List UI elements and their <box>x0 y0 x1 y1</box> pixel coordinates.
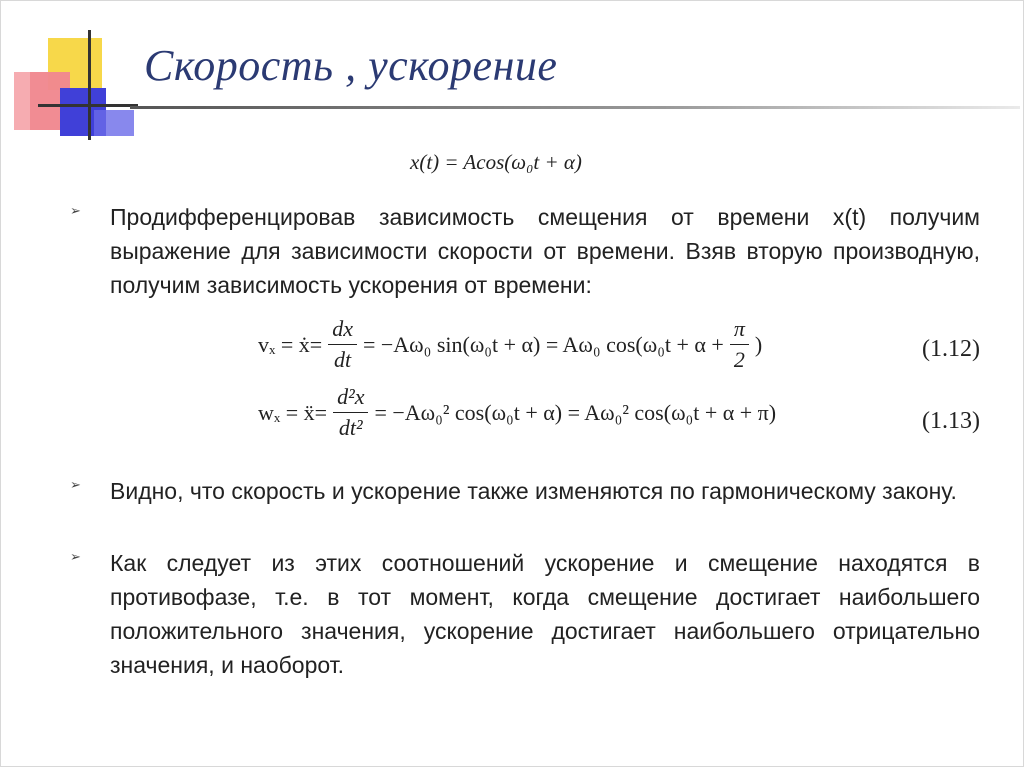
eq1-lhs: vₓ = ẋ= <box>258 331 323 357</box>
eq1-close: ) <box>754 331 763 357</box>
eq2-lhs: wₓ = ẍ= <box>258 399 328 425</box>
equation-1-13 <box>258 384 776 441</box>
top-formula: x(t) = Acos(ω₀t + α) <box>410 150 582 174</box>
eq1-pi-fraction <box>730 316 749 373</box>
eq2-fraction-num: d²x <box>333 384 368 413</box>
bullet-marker-icon: ➢ <box>70 550 81 565</box>
eq1-pi-den: 2 <box>733 347 745 372</box>
equation-number-1-13: (1.13) <box>922 408 980 434</box>
eq2-rhs: = −Aω₀² cos(ω₀t + α) = Aω₀² cos(ω₀t + α + π) <box>374 399 777 425</box>
equation-1-12 <box>258 316 762 373</box>
eq1-fraction <box>328 316 357 373</box>
equation-number-1-12: (1.12) <box>922 336 980 362</box>
eq1-fraction-den: dt <box>334 347 352 372</box>
eq1-pi-num: π <box>730 316 749 345</box>
eq1-fraction-num: dx <box>328 316 357 345</box>
bullet-text: Как следует из этих соотношений ускорение и смещение находятся в противофазе, т.е. в тот момент, когда смещение достигает наибольшего положительного значения, ускорение достигает наибольшего отрицательно значения, и наоборот. <box>110 550 980 678</box>
bullet-marker-icon: ➢ <box>70 204 81 219</box>
bullet-marker-icon: ➢ <box>70 478 81 493</box>
slide-logo-decoration <box>8 30 138 142</box>
eq2-fraction <box>333 384 368 441</box>
title-divider <box>130 106 1020 109</box>
eq2-fraction-den: dt² <box>338 415 363 440</box>
eq1-rhs: = −Aω₀ sin(ω₀t + α) = Aω₀ cos(ω₀t + α + <box>362 331 724 357</box>
bullet-text: Видно, что скорость и ускорение также изменяются по гармоническому закону. <box>110 478 957 504</box>
bullet-text: Продифференцировав зависимость смещения от времени x(t) получим выражение для зависимости скорости от времени. Взяв вторую производную, получим зависимость ускорения от времени: <box>110 204 980 298</box>
slide-title: Скорость , ускорение <box>144 41 558 90</box>
